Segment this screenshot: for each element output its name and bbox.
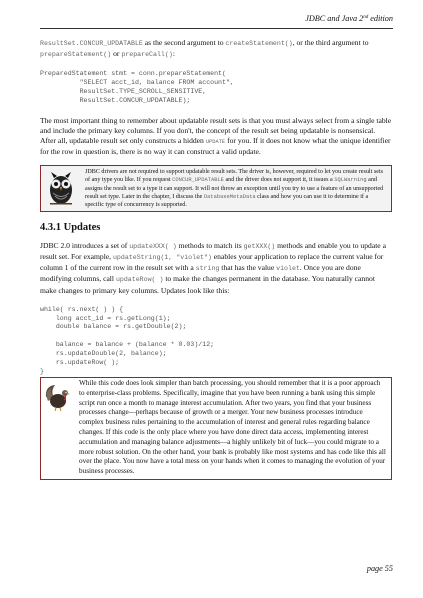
driver-note xyxy=(40,165,392,212)
intro-paragraph: ResultSet.CONCUR_UPDATABLE as the second argument to createStatement(), or the third argument to prepareStatement() or prepareCall(): xyxy=(40,38,369,59)
owl-icon xyxy=(45,170,77,206)
batch-warning-text: While this code does look simpler than batch processing, you should remember that it is a poor approach to enterprise-class problems. Specifically, imagine that you have been running a bank using this simple script run once a month to manage interest accumulation. After two years, you find that your business processes change—perhaps because of growth or a merger. Your new business processes introduce complex business rules pertaining to the accumulation of interest and general rules regarding balance changes. If this code is the only place where you have done direct data access, implementing interest accumulation and managing balance adjustments—a highly unlikely bit of luck—you could migrate to a more robust solution. On the other hand, your bank is probably like most systems and has code like this all over the place. You now have a total mess on your hands when it comes to managing the evolution of your business processes. xyxy=(79,378,386,476)
code-block-prepared-statement: PreparedStatement stmt = conn.prepareStatement( "SELECT acct_id, balance FROM account", ResultSet.TYPE_SCROLL_SENSITIVE, ResultSet.CONCUR_UPDATABLE); xyxy=(40,70,234,104)
updates-paragraph: JDBC 2.0 introduces a set of updateXXX( ) methods to match its getXXX() methods and enable you to update a result set. For example, updateString(1, "violet") enables your application to replace the current value for column 1 of the current row in the result set with a string that has the value violet. Once you are done modifying columns, call updateRow( ) to make the changes permanent in the database. You naturally cannot make changes to primary key columns. Updates look like this: xyxy=(40,241,386,295)
section-heading: 4.3.1 Updates xyxy=(40,222,101,234)
page-number: page 55 xyxy=(366,564,393,573)
updatable-paragraph: The most important thing to remember about updatable result sets is that you must always select from a single table and include the primary key columns. If you don't, the concept of the result set being updatable is nonsensical. After all, updatable result set only constructs a hidden UPDATE for you. If it does not know what the unique identifier for the row in question is, there is no way it can construct a valid update. xyxy=(40,115,392,157)
page-content xyxy=(40,38,392,480)
driver-note-text: JDBC drivers are not required to support updatable result sets. The driver is, however, required to let you create result sets of any type you like. If you request CONCUR_UPDATABLE and the driver does not support it, it issues a SQLWarning and assigns the result set to a type it can support. It will not throw an exception until you try to use a feature of an unsupported result set type. Later in the chapter, I discuss the DatabaseMetaData class and how you can use it to determine if a specific type of concurrency is supported. xyxy=(85,169,384,208)
header-superscript: nd xyxy=(363,15,369,20)
header-rule xyxy=(40,28,393,29)
running-header: JDBC and Java 2nd edition xyxy=(305,14,393,23)
batch-warning xyxy=(40,377,392,480)
turkey-icon xyxy=(43,382,73,412)
code-block-update-loop: while( rs.next( ) ) { long acct_id = rs.getLong(1); double balance = rs.getDouble(2); balance = balance + (balance * 0.03)/12; rs.updateDouble(2, balance); rs.updateRow( ); } xyxy=(40,305,215,376)
